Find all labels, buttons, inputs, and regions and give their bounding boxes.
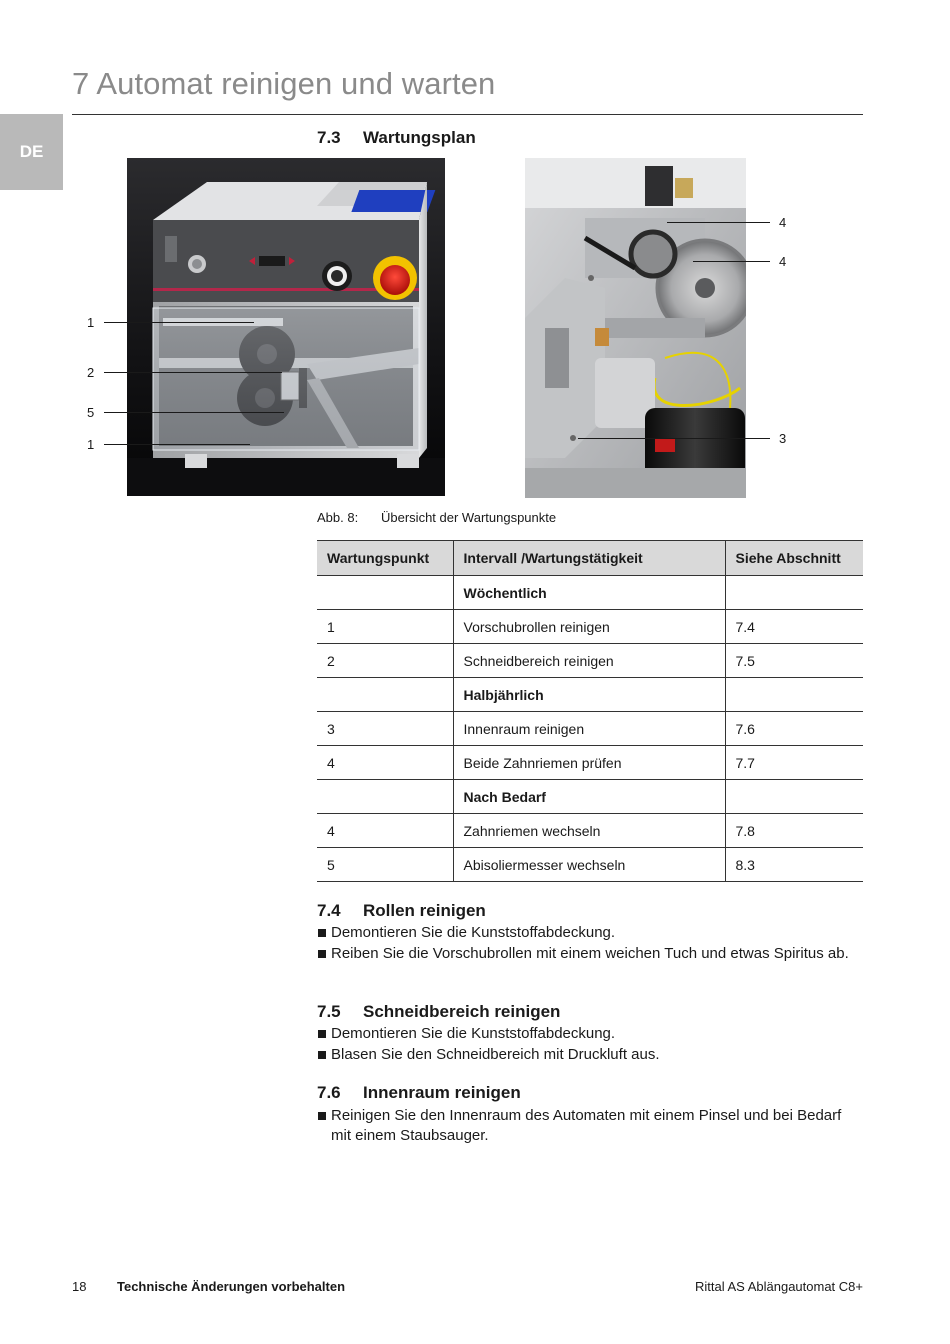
cell-interval: Wöchentlich — [453, 576, 725, 610]
cell-section: 8.3 — [725, 848, 863, 882]
footer-notice: Technische Änderungen vorbehalten — [117, 1279, 346, 1294]
table-row — [317, 814, 863, 848]
cell-point: 5 — [317, 848, 453, 882]
callout-leader — [578, 438, 770, 439]
chapter-title: 7 Automat reinigen und warten — [72, 66, 496, 101]
cell-task: Beide Zahnriemen prüfen — [453, 746, 725, 780]
cell-section: 7.4 — [725, 610, 863, 644]
callout-label: 3 — [779, 431, 787, 446]
list-item-text: Reiben Sie die Vorschubrollen mit einem weichen Tuch und etwas Spiritus ab. — [331, 945, 849, 962]
section-number: 7.6 — [317, 1083, 341, 1102]
chapter-divider — [72, 114, 863, 115]
callout-leader — [104, 444, 250, 445]
cell-point: 4 — [317, 746, 453, 780]
column-header: Wartungspunkt — [317, 541, 453, 576]
machine-front-photo — [127, 158, 445, 496]
cell-task: Vorschubrollen reinigen — [453, 610, 725, 644]
cell-section: 7.7 — [725, 746, 863, 780]
bullet-square-icon — [318, 929, 326, 937]
caption-label: Abb. 8: — [317, 510, 359, 525]
column-header: Siehe Abschnitt — [725, 541, 863, 576]
callout-label: 4 — [779, 215, 787, 230]
table-header-row — [317, 541, 863, 576]
language-tab: DE — [0, 114, 63, 190]
cell-interval: Nach Bedarf — [453, 780, 725, 814]
cell-section: 7.8 — [725, 814, 863, 848]
callout-leader — [693, 261, 770, 262]
section-title: Innenraum reinigen — [363, 1083, 521, 1102]
bullet-list-7-5 — [317, 1024, 863, 1066]
table-row — [317, 746, 863, 780]
cell-point: 3 — [317, 712, 453, 746]
section-heading-7-6 — [317, 1083, 521, 1103]
callout-leader — [667, 222, 770, 223]
bullet-square-icon — [318, 950, 326, 958]
section-number: 7.4 — [317, 901, 341, 920]
section-title: Schneidbereich reinigen — [363, 1002, 561, 1021]
callout-leader — [104, 372, 282, 373]
section-number: 7.5 — [317, 1002, 341, 1021]
bullet-square-icon — [318, 1051, 326, 1059]
list-item-text: Demontieren Sie die Kunststoffabdeckung. — [331, 1025, 616, 1042]
bullet-list-7-4 — [317, 923, 863, 965]
list-item — [317, 1024, 863, 1044]
cell-task: Zahnriemen wechseln — [453, 814, 725, 848]
list-item-text: Demontieren Sie die Kunststoffabdeckung. — [331, 924, 616, 941]
list-item-text: Blasen Sie den Schneidbereich mit Druckluft aus. — [331, 1046, 660, 1063]
section-title: Rollen reinigen — [363, 901, 486, 920]
column-header: Intervall /Wartungstätigkeit — [453, 541, 725, 576]
cell-task: Abisoliermesser wechseln — [453, 848, 725, 882]
callout-label: 4 — [779, 254, 787, 269]
table-row — [317, 576, 863, 610]
cell-point — [317, 576, 453, 610]
callout-label: 1 — [87, 437, 95, 452]
table-row — [317, 780, 863, 814]
bullet-list-7-6 — [317, 1106, 863, 1147]
cell-section: 7.6 — [725, 712, 863, 746]
cell-interval: Halbjährlich — [453, 678, 725, 712]
callout-label: 5 — [87, 405, 95, 420]
section-heading-7-4 — [317, 901, 486, 921]
cell-point: 1 — [317, 610, 453, 644]
cell-point — [317, 780, 453, 814]
list-item-text: Reinigen Sie den Innenraum des Automaten mit einem Pinsel und bei Bedarf mit einem Staubsauger. — [331, 1107, 842, 1144]
list-item — [317, 944, 863, 964]
machine-interior-photo — [525, 158, 746, 498]
table-row — [317, 848, 863, 882]
bullet-square-icon — [318, 1112, 326, 1120]
bullet-square-icon — [318, 1030, 326, 1038]
figure-caption — [317, 510, 556, 525]
table-row — [317, 712, 863, 746]
section-heading-7-5 — [317, 1002, 560, 1022]
callout-leader — [104, 412, 284, 413]
callout-label: 2 — [87, 365, 95, 380]
section-heading-7-3 — [317, 128, 476, 148]
list-item — [317, 1045, 863, 1065]
table-row — [317, 610, 863, 644]
page-number: 18 — [72, 1279, 87, 1294]
cell-section — [725, 678, 863, 712]
table-row — [317, 644, 863, 678]
callout-leader — [104, 322, 254, 323]
table-row — [317, 678, 863, 712]
cell-task: Innenraum reinigen — [453, 712, 725, 746]
list-item — [317, 923, 863, 943]
cell-point — [317, 678, 453, 712]
cell-task: Schneidbereich reinigen — [453, 644, 725, 678]
cell-section — [725, 576, 863, 610]
cell-point: 2 — [317, 644, 453, 678]
caption-text: Übersicht der Wartungspunkte — [381, 510, 557, 525]
cell-section — [725, 780, 863, 814]
footer-product: Rittal AS Ablängautomat C8+ — [694, 1279, 863, 1294]
cell-section: 7.5 — [725, 644, 863, 678]
section-title: Wartungsplan — [363, 128, 476, 147]
section-number: 7.3 — [317, 128, 341, 147]
list-item — [317, 1106, 863, 1146]
maintenance-table — [317, 540, 863, 882]
callout-label: 1 — [87, 315, 95, 330]
cell-point: 4 — [317, 814, 453, 848]
